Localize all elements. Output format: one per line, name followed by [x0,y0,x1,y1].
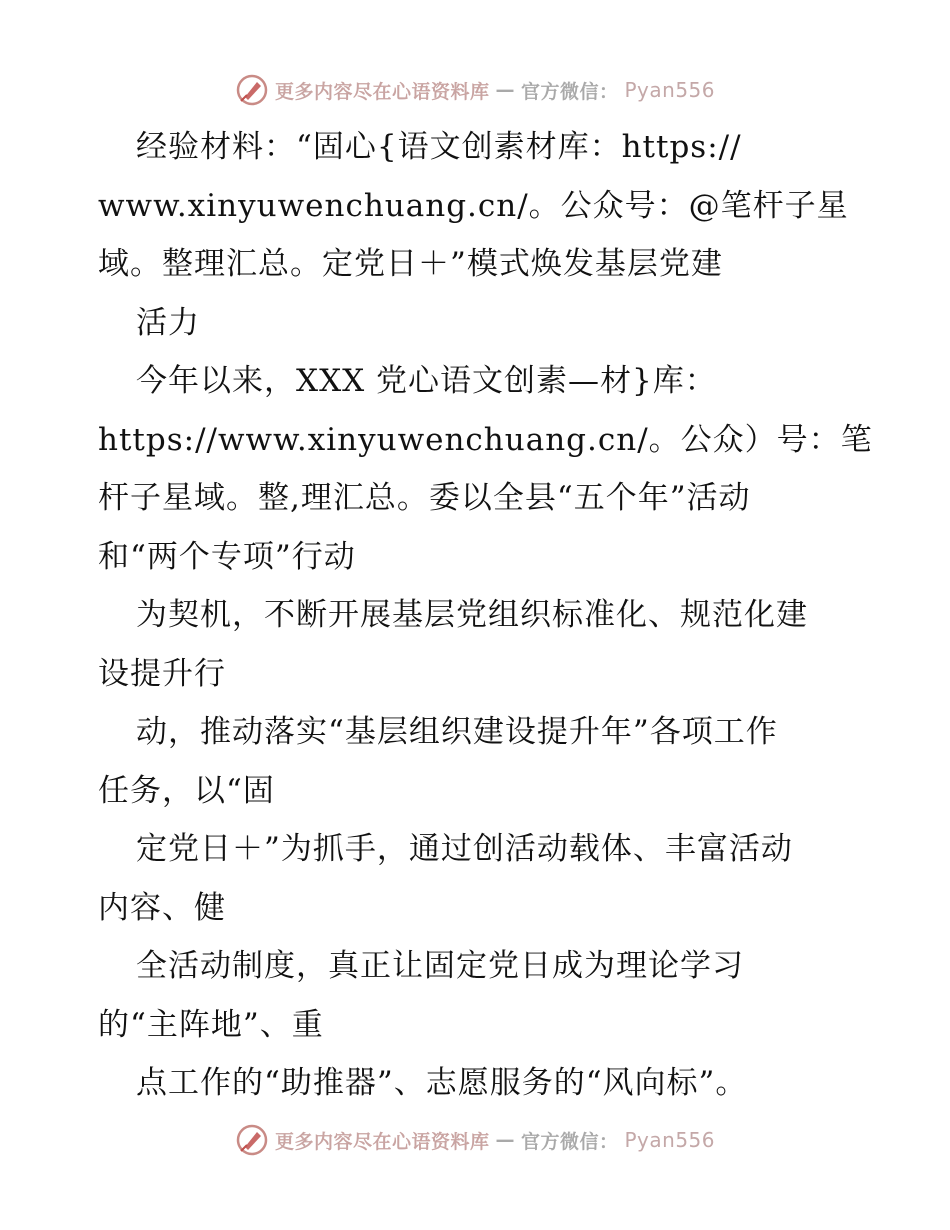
body-line: 的“主阵地”、重 [98,1006,324,1043]
footer-prefix: 更多内容尽在心语资料库 [274,1130,490,1153]
body-line: 域。整理汇总。定党日＋”模式焕发基层党建 [98,246,723,282]
footer-wechat-handle: Pyan556 [624,1128,716,1152]
footer-banner [0,1120,950,1160]
body-line: 内容、健 [98,889,226,926]
document-body [98,118,873,1113]
body-line: 经验材料：“固心{语文创素材库：https:// [136,129,742,165]
body-line: 活力 [136,304,200,341]
footer-dash: — [495,1129,515,1151]
body-line: 动，推动落实“基层组织建设提升年”各项工作 [136,714,778,750]
body-line: 点工作的“助推器”、志愿服务的“风向标”。 [136,1065,748,1101]
body-line: 今年以来，XXX 党心语文创素—材}库： [136,363,717,399]
body-line: www.xinyuwenchuang.cn/。公众号：@笔杆子星 [98,187,849,224]
body-line: 任务，以“固 [98,772,275,809]
pen-nib-logo-icon [235,1123,269,1157]
body-line: 为契机，不断开展基层党组织标准化、规范化建 [136,597,808,633]
body-line: 定党日＋”为抓手，通过创活动载体、丰富活动 [136,831,793,867]
header-banner [0,70,950,110]
header-dash: — [495,79,515,101]
body-line: 和“两个专项”行动 [98,538,356,575]
body-line: 杆子星域。整,理汇总。委以全县“五个年”活动 [98,480,751,516]
header-prefix: 更多内容尽在心语资料库 [274,80,490,103]
header-official-label: 官方微信： [520,80,619,103]
body-line: 设提升行 [98,655,226,692]
header-wechat-handle: Pyan556 [624,78,716,102]
pen-nib-logo-icon [235,73,269,107]
body-line: 全活动制度，真正让固定党日成为理论学习 [136,948,744,984]
footer-official-label: 官方微信： [520,1130,619,1153]
body-line: https://www.xinyuwenchuang.cn/。公众）号：笔 [98,421,873,458]
